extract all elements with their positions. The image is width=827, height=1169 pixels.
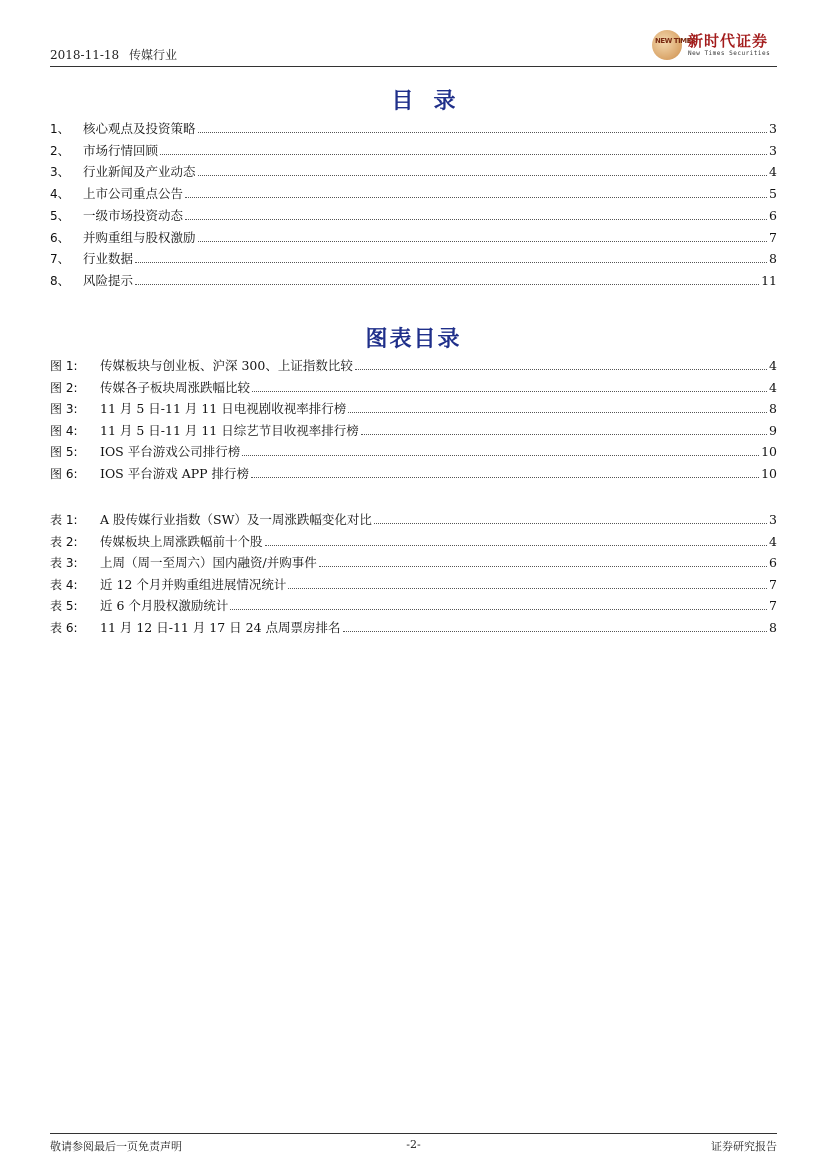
- toc-entry[interactable]: [50, 162, 777, 180]
- table-entry-number: 表 4:: [50, 577, 78, 592]
- figures-title: 图表目录: [365, 327, 462, 352]
- toc-entry[interactable]: [50, 228, 777, 246]
- figure-entry-page: 10: [761, 444, 777, 460]
- toc-entry-number: 4、: [50, 187, 70, 202]
- toc-entry-number: 6、: [50, 230, 70, 245]
- figure-entry[interactable]: [50, 442, 777, 460]
- industry-name: 传媒行业: [129, 48, 178, 62]
- table-entry[interactable]: [50, 510, 777, 528]
- page-footer: [50, 1133, 777, 1154]
- logo-seal-text: NEW TIMES: [655, 37, 696, 45]
- dot-leader: [288, 587, 767, 589]
- figure-entry-label: 传媒各子板块周涨跌幅比较: [100, 379, 251, 395]
- dot-leader: [185, 196, 767, 198]
- dot-leader: [135, 261, 767, 263]
- disclaimer-note: 敬请参阅最后一页免责声明: [50, 1140, 182, 1153]
- toc-entry-label: 行业新闻及产业动态: [83, 164, 196, 180]
- figure-entry-page: 10: [761, 466, 777, 481]
- figure-entry[interactable]: [50, 356, 777, 374]
- toc-entry-number: 5、: [50, 208, 70, 223]
- dot-leader: [198, 131, 767, 133]
- toc-entry-page: 4: [769, 164, 777, 180]
- page-header: [50, 34, 777, 67]
- table-entry[interactable]: [50, 618, 777, 636]
- toc-entry-number: 7、: [50, 252, 70, 267]
- toc-entry-label: 一级市场投资动态: [83, 207, 184, 223]
- figure-entry-page: 9: [769, 422, 777, 438]
- table-entry-number: 表 3:: [50, 556, 78, 571]
- figure-entry-label: 11 月 5 日-11 月 11 日综艺节目收视率排行榜: [100, 422, 359, 438]
- dot-leader: [374, 522, 767, 524]
- toc-entry-page: 5: [769, 186, 777, 202]
- dot-leader: [160, 153, 767, 155]
- dot-leader: [355, 368, 767, 370]
- table-entry-page: 6: [769, 555, 777, 571]
- dot-leader: [230, 608, 767, 610]
- dot-leader: [361, 433, 767, 435]
- figure-entry-number: 图 6:: [50, 467, 78, 481]
- dot-leader: [265, 544, 767, 546]
- figure-entry-number: 图 1:: [50, 359, 78, 373]
- figure-entry[interactable]: [50, 421, 777, 439]
- table-entry[interactable]: [50, 596, 777, 614]
- toc-entry-page: 6: [769, 207, 777, 223]
- figure-entry-label: 11 月 5 日-11 月 11 日电视剧收视率排行榜: [100, 401, 347, 417]
- dot-leader: [242, 454, 759, 456]
- dot-leader: [348, 411, 767, 413]
- toc-entry-number: 3、: [50, 165, 70, 180]
- toc-entry-page: 3: [769, 121, 777, 136]
- figure-entry[interactable]: [50, 399, 777, 417]
- toc-entry[interactable]: [50, 119, 777, 137]
- toc-title: 目录: [391, 89, 476, 114]
- table-entry-page: 7: [769, 598, 777, 614]
- page-number: -2-: [406, 1138, 421, 1151]
- dot-leader: [198, 174, 767, 176]
- toc-entry-page: 3: [769, 142, 777, 158]
- table-entry-label: A 股传媒行业指数（SW）及一周涨跌幅变化对比: [100, 512, 372, 527]
- toc-entry[interactable]: [50, 184, 777, 202]
- toc-entry[interactable]: [50, 141, 777, 159]
- logo-brand-english: New Times Securities: [688, 50, 771, 57]
- table-entry-page: 7: [769, 576, 777, 592]
- figure-entry-label: IOS 平台游戏公司排行榜: [100, 444, 241, 460]
- table-entry-number: 表 2:: [50, 534, 78, 549]
- figure-entry-number: 图 4:: [50, 423, 78, 438]
- toc-entry-page: 7: [769, 229, 777, 245]
- dot-leader: [198, 240, 767, 242]
- dot-leader: [185, 218, 767, 220]
- table-entry-page: 4: [769, 533, 777, 549]
- dot-leader: [135, 283, 759, 285]
- table-entry-label: 近 6 个月股权激励统计: [100, 598, 229, 614]
- table-entry-label: 11 月 12 日-11 月 17 日 24 点周票房排名: [100, 620, 341, 635]
- table-entry[interactable]: [50, 532, 777, 550]
- logo-brand-name: 新时代证券: [688, 32, 769, 50]
- toc-entry[interactable]: [50, 271, 777, 289]
- figure-entry-page: 4: [769, 379, 777, 395]
- table-entry-label: 传媒板块上周涨跌幅前十个股: [100, 533, 263, 549]
- toc-entry-label: 市场行情回顾: [83, 142, 159, 158]
- figure-entry[interactable]: [50, 464, 777, 482]
- table-entry[interactable]: [50, 553, 777, 571]
- table-entry-number: 表 6:: [50, 621, 78, 635]
- company-logo: [652, 30, 777, 64]
- figure-entry[interactable]: [50, 378, 777, 396]
- table-entry-label: 近 12 个月并购重组进展情况统计: [100, 576, 287, 592]
- header-info: [50, 46, 183, 63]
- toc-entry[interactable]: [50, 249, 777, 267]
- dot-leader: [319, 565, 767, 567]
- dot-leader: [252, 390, 767, 392]
- table-entry-number: 表 1:: [50, 513, 78, 527]
- toc-entry-page: 11: [761, 272, 777, 288]
- toc-entry-label: 并购重组与股权激励: [83, 229, 196, 245]
- logo-seal-icon: [652, 30, 682, 60]
- table-entry-number: 表 5:: [50, 599, 78, 614]
- figure-entry-page: 8: [769, 401, 777, 417]
- toc-entry-label: 行业数据: [83, 251, 134, 267]
- figure-entry-number: 图 5:: [50, 445, 78, 460]
- dot-leader: [251, 476, 759, 478]
- figure-entry-number: 图 3:: [50, 402, 78, 417]
- figure-entry-label: 传媒板块与创业板、沪深 300、上证指数比较: [100, 358, 353, 373]
- report-date: 2018-11-18: [50, 48, 120, 62]
- toc-entry-label: 上市公司重点公告: [83, 186, 184, 202]
- report-type: 证券研究报告: [711, 1140, 777, 1153]
- table-entry-label: 上周（周一至周六）国内融资/并购事件: [100, 555, 317, 571]
- figure-entry-label: IOS 平台游戏 APP 排行榜: [100, 466, 250, 481]
- toc-entry-label: 风险提示: [83, 272, 134, 288]
- toc-entry-page: 8: [769, 251, 777, 267]
- dot-leader: [343, 630, 767, 632]
- table-entry-page: 3: [769, 512, 777, 527]
- table-entry-page: 8: [769, 620, 777, 635]
- figure-entry-page: 4: [769, 358, 777, 373]
- table-entry[interactable]: [50, 575, 777, 593]
- toc-entry-number: 8、: [50, 273, 70, 288]
- toc-entry[interactable]: [50, 206, 777, 224]
- figure-entry-number: 图 2:: [50, 380, 78, 395]
- toc-entry-label: 核心观点及投资策略: [83, 121, 196, 136]
- toc-entry-number: 2、: [50, 143, 70, 158]
- toc-entry-number: 1、: [50, 122, 70, 136]
